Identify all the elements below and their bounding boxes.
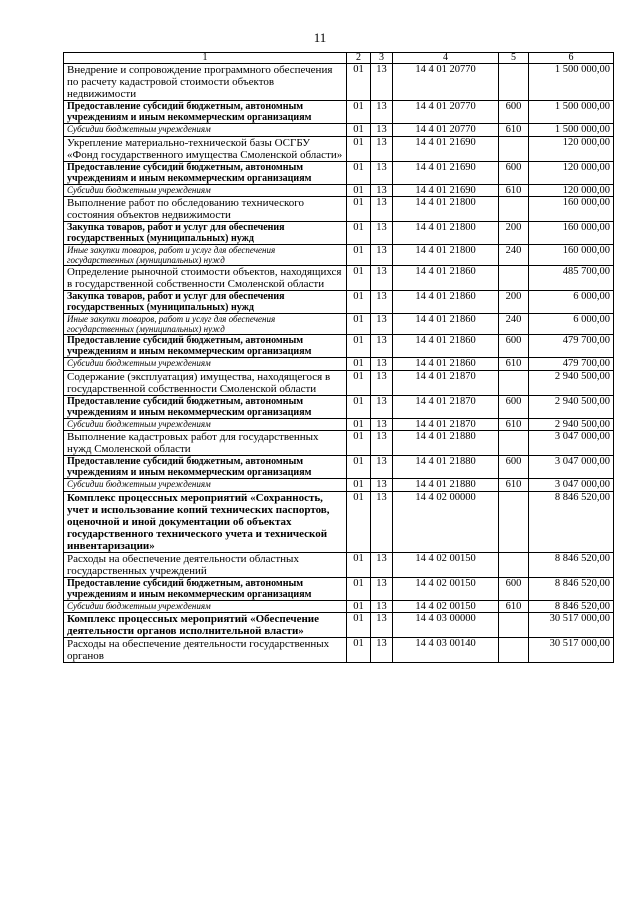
row-subsection-cell: 13 xyxy=(371,245,393,266)
row-name-cell: Субсидии бюджетным учреждениям xyxy=(64,600,347,613)
row-name-cell: Предоставление субсидий бюджетным, автономным учреждениям и иным некоммерческим организациям xyxy=(64,335,347,358)
row-expense-type-cell: 610 xyxy=(499,479,529,492)
table-row xyxy=(64,136,614,161)
row-expense-type-cell: 600 xyxy=(499,161,529,184)
header-col-4: 4 xyxy=(393,53,499,64)
row-expense-type-cell: 610 xyxy=(499,124,529,137)
row-expense-type-cell: 600 xyxy=(499,395,529,418)
row-section-cell: 01 xyxy=(347,124,371,137)
row-expense-type-cell: 200 xyxy=(499,222,529,245)
row-subsection-cell: 13 xyxy=(371,456,393,479)
row-subsection-cell: 13 xyxy=(371,335,393,358)
row-subsection-cell: 13 xyxy=(371,266,393,291)
row-target-code-cell: 14 4 02 00150 xyxy=(393,600,499,613)
row-subsection-cell: 13 xyxy=(371,197,393,222)
row-name-cell: Выполнение кадастровых работ для государственных нужд Смоленской области xyxy=(64,431,347,456)
row-name-cell: Комплекс процессных мероприятий «Обеспечение деятельности органов исполнительной власти» xyxy=(64,613,347,638)
row-section-cell: 01 xyxy=(347,335,371,358)
row-target-code-cell: 14 4 01 20770 xyxy=(393,64,499,101)
table-row xyxy=(64,479,614,492)
row-section-cell: 01 xyxy=(347,395,371,418)
row-target-code-cell: 14 4 01 21870 xyxy=(393,395,499,418)
row-target-code-cell: 14 4 02 00000 xyxy=(393,491,499,552)
row-subsection-cell: 13 xyxy=(371,184,393,197)
row-section-cell: 01 xyxy=(347,479,371,492)
row-amount-cell: 8 846 520,00 xyxy=(529,552,614,577)
row-name-cell: Предоставление субсидий бюджетным, автономным учреждениям и иным некоммерческим организациям xyxy=(64,577,347,600)
row-expense-type-cell: 610 xyxy=(499,418,529,431)
table-row xyxy=(64,197,614,222)
header-col-2: 2 xyxy=(347,53,371,64)
table-row xyxy=(64,395,614,418)
row-section-cell: 01 xyxy=(347,613,371,638)
row-subsection-cell: 13 xyxy=(371,613,393,638)
table-row xyxy=(64,370,614,395)
row-expense-type-cell: 240 xyxy=(499,314,529,335)
row-section-cell: 01 xyxy=(347,245,371,266)
row-section-cell: 01 xyxy=(347,431,371,456)
row-section-cell: 01 xyxy=(347,418,371,431)
row-name-cell: Внедрение и сопровождение программного обеспечения по расчету кадастровой стоимости объектов недвижимости xyxy=(64,64,347,101)
row-section-cell: 01 xyxy=(347,266,371,291)
row-amount-cell: 120 000,00 xyxy=(529,184,614,197)
row-expense-type-cell: 600 xyxy=(499,101,529,124)
row-name-cell: Выполнение работ по обследованию технического состояния объектов недвижимости xyxy=(64,197,347,222)
row-target-code-cell: 14 4 01 21860 xyxy=(393,266,499,291)
row-expense-type-cell xyxy=(499,266,529,291)
row-section-cell: 01 xyxy=(347,638,371,663)
row-subsection-cell: 13 xyxy=(371,222,393,245)
table-row xyxy=(64,64,614,101)
row-amount-cell: 30 517 000,00 xyxy=(529,638,614,663)
row-subsection-cell: 13 xyxy=(371,638,393,663)
row-amount-cell: 1 500 000,00 xyxy=(529,64,614,101)
row-amount-cell: 160 000,00 xyxy=(529,197,614,222)
row-target-code-cell: 14 4 01 21800 xyxy=(393,197,499,222)
header-col-5: 5 xyxy=(499,53,529,64)
row-section-cell: 01 xyxy=(347,456,371,479)
row-name-cell: Субсидии бюджетным учреждениям xyxy=(64,124,347,137)
row-section-cell: 01 xyxy=(347,577,371,600)
table-row xyxy=(64,431,614,456)
table-row xyxy=(64,314,614,335)
row-target-code-cell: 14 4 03 00140 xyxy=(393,638,499,663)
row-name-cell: Определение рыночной стоимости объектов, находящихся в государственной собственности Смоленской области xyxy=(64,266,347,291)
row-section-cell: 01 xyxy=(347,197,371,222)
table-row xyxy=(64,552,614,577)
row-expense-type-cell: 600 xyxy=(499,335,529,358)
row-amount-cell: 2 940 500,00 xyxy=(529,370,614,395)
row-section-cell: 01 xyxy=(347,101,371,124)
row-section-cell: 01 xyxy=(347,552,371,577)
budget-table xyxy=(63,52,614,663)
row-expense-type-cell xyxy=(499,613,529,638)
row-target-code-cell: 14 4 01 21690 xyxy=(393,136,499,161)
page-number: 11 xyxy=(313,30,327,45)
row-expense-type-cell xyxy=(499,136,529,161)
row-target-code-cell: 14 4 03 00000 xyxy=(393,613,499,638)
row-subsection-cell: 13 xyxy=(371,600,393,613)
row-name-cell: Предоставление субсидий бюджетным, автономным учреждениям и иным некоммерческим организациям xyxy=(64,456,347,479)
row-subsection-cell: 13 xyxy=(371,395,393,418)
table-row xyxy=(64,358,614,371)
row-section-cell: 01 xyxy=(347,358,371,371)
row-subsection-cell: 13 xyxy=(371,161,393,184)
row-target-code-cell: 14 4 02 00150 xyxy=(393,577,499,600)
row-section-cell: 01 xyxy=(347,222,371,245)
row-section-cell: 01 xyxy=(347,314,371,335)
table-row xyxy=(64,291,614,314)
row-target-code-cell: 14 4 01 21880 xyxy=(393,431,499,456)
row-name-cell: Субсидии бюджетным учреждениям xyxy=(64,479,347,492)
row-name-cell: Предоставление субсидий бюджетным, автономным учреждениям и иным некоммерческим организациям xyxy=(64,161,347,184)
row-target-code-cell: 14 4 01 21870 xyxy=(393,370,499,395)
row-amount-cell: 160 000,00 xyxy=(529,245,614,266)
table-row xyxy=(64,613,614,638)
row-subsection-cell: 13 xyxy=(371,358,393,371)
header-row xyxy=(64,53,614,64)
row-name-cell: Иные закупки товаров, работ и услуг для обеспечения государственных (муниципальных) нужд xyxy=(64,314,347,335)
row-section-cell: 01 xyxy=(347,161,371,184)
row-target-code-cell: 14 4 01 21860 xyxy=(393,335,499,358)
row-target-code-cell: 14 4 01 21800 xyxy=(393,222,499,245)
row-amount-cell: 479 700,00 xyxy=(529,358,614,371)
row-amount-cell: 120 000,00 xyxy=(529,136,614,161)
row-amount-cell: 120 000,00 xyxy=(529,161,614,184)
row-name-cell: Предоставление субсидий бюджетным, автономным учреждениям и иным некоммерческим организациям xyxy=(64,395,347,418)
row-expense-type-cell: 610 xyxy=(499,358,529,371)
table-row xyxy=(64,222,614,245)
row-amount-cell: 6 000,00 xyxy=(529,314,614,335)
header-col-1: 1 xyxy=(64,53,347,64)
table-row xyxy=(64,266,614,291)
row-target-code-cell: 14 4 01 21870 xyxy=(393,418,499,431)
row-name-cell: Предоставление субсидий бюджетным, автономным учреждениям и иным некоммерческим организациям xyxy=(64,101,347,124)
row-subsection-cell: 13 xyxy=(371,479,393,492)
header-col-6: 6 xyxy=(529,53,614,64)
row-target-code-cell: 14 4 01 21690 xyxy=(393,184,499,197)
row-target-code-cell: 14 4 01 21860 xyxy=(393,314,499,335)
row-target-code-cell: 14 4 01 21800 xyxy=(393,245,499,266)
row-expense-type-cell xyxy=(499,370,529,395)
row-name-cell: Субсидии бюджетным учреждениям xyxy=(64,358,347,371)
row-amount-cell: 3 047 000,00 xyxy=(529,431,614,456)
row-subsection-cell: 13 xyxy=(371,314,393,335)
table-row xyxy=(64,335,614,358)
row-amount-cell: 30 517 000,00 xyxy=(529,613,614,638)
row-expense-type-cell xyxy=(499,552,529,577)
row-name-cell: Закупка товаров, работ и услуг для обеспечения государственных (муниципальных) нужд xyxy=(64,222,347,245)
row-name-cell: Закупка товаров, работ и услуг для обеспечения государственных (муниципальных) нужд xyxy=(64,291,347,314)
row-expense-type-cell: 610 xyxy=(499,184,529,197)
row-name-cell: Расходы на обеспечение деятельности государственных органов xyxy=(64,638,347,663)
table-row xyxy=(64,491,614,552)
row-section-cell: 01 xyxy=(347,491,371,552)
row-subsection-cell: 13 xyxy=(371,491,393,552)
row-expense-type-cell xyxy=(499,431,529,456)
row-subsection-cell: 13 xyxy=(371,124,393,137)
row-expense-type-cell: 240 xyxy=(499,245,529,266)
table-row xyxy=(64,124,614,137)
table-row xyxy=(64,600,614,613)
row-subsection-cell: 13 xyxy=(371,370,393,395)
row-subsection-cell: 13 xyxy=(371,418,393,431)
row-amount-cell: 485 700,00 xyxy=(529,266,614,291)
row-expense-type-cell: 600 xyxy=(499,456,529,479)
row-expense-type-cell xyxy=(499,638,529,663)
row-amount-cell: 1 500 000,00 xyxy=(529,124,614,137)
table-row xyxy=(64,638,614,663)
row-section-cell: 01 xyxy=(347,184,371,197)
row-amount-cell: 160 000,00 xyxy=(529,222,614,245)
row-expense-type-cell: 600 xyxy=(499,577,529,600)
table-row xyxy=(64,456,614,479)
row-subsection-cell: 13 xyxy=(371,291,393,314)
row-subsection-cell: 13 xyxy=(371,552,393,577)
table-row xyxy=(64,161,614,184)
row-expense-type-cell: 610 xyxy=(499,600,529,613)
row-expense-type-cell xyxy=(499,64,529,101)
row-target-code-cell: 14 4 01 20770 xyxy=(393,124,499,137)
row-amount-cell: 6 000,00 xyxy=(529,291,614,314)
row-expense-type-cell xyxy=(499,491,529,552)
row-target-code-cell: 14 4 01 21860 xyxy=(393,291,499,314)
row-name-cell: Расходы на обеспечение деятельности областных государственных учреждений xyxy=(64,552,347,577)
row-section-cell: 01 xyxy=(347,600,371,613)
row-section-cell: 01 xyxy=(347,136,371,161)
table-row xyxy=(64,245,614,266)
row-target-code-cell: 14 4 01 20770 xyxy=(393,101,499,124)
row-name-cell: Укрепление материально-технической базы ОСГБУ «Фонд государственного имущества Смоленской области» xyxy=(64,136,347,161)
row-amount-cell: 2 940 500,00 xyxy=(529,395,614,418)
row-subsection-cell: 13 xyxy=(371,64,393,101)
row-subsection-cell: 13 xyxy=(371,101,393,124)
row-amount-cell: 479 700,00 xyxy=(529,335,614,358)
table-row xyxy=(64,418,614,431)
row-amount-cell: 8 846 520,00 xyxy=(529,577,614,600)
row-name-cell: Субсидии бюджетным учреждениям xyxy=(64,184,347,197)
row-amount-cell: 8 846 520,00 xyxy=(529,491,614,552)
row-expense-type-cell: 200 xyxy=(499,291,529,314)
row-name-cell: Комплекс процессных мероприятий «Сохранность, учет и использование копий технических паспортов, оценочной и иной документации об объектах государственного технического учета и технической инвентаризации» xyxy=(64,491,347,552)
row-name-cell: Содержание (эксплуатация) имущества, находящегося в государственной собственности Смоленской области xyxy=(64,370,347,395)
table-row xyxy=(64,577,614,600)
header-col-3: 3 xyxy=(371,53,393,64)
table-row xyxy=(64,184,614,197)
row-name-cell: Субсидии бюджетным учреждениям xyxy=(64,418,347,431)
row-amount-cell: 8 846 520,00 xyxy=(529,600,614,613)
row-subsection-cell: 13 xyxy=(371,577,393,600)
table-row xyxy=(64,101,614,124)
row-name-cell: Иные закупки товаров, работ и услуг для обеспечения государственных (муниципальных) нужд xyxy=(64,245,347,266)
row-target-code-cell: 14 4 01 21860 xyxy=(393,358,499,371)
row-target-code-cell: 14 4 01 21880 xyxy=(393,456,499,479)
row-expense-type-cell xyxy=(499,197,529,222)
row-target-code-cell: 14 4 01 21880 xyxy=(393,479,499,492)
row-subsection-cell: 13 xyxy=(371,136,393,161)
row-amount-cell: 3 047 000,00 xyxy=(529,456,614,479)
row-subsection-cell: 13 xyxy=(371,431,393,456)
row-target-code-cell: 14 4 01 21690 xyxy=(393,161,499,184)
row-section-cell: 01 xyxy=(347,291,371,314)
row-amount-cell: 2 940 500,00 xyxy=(529,418,614,431)
row-section-cell: 01 xyxy=(347,370,371,395)
table-body xyxy=(64,64,614,663)
row-amount-cell: 1 500 000,00 xyxy=(529,101,614,124)
row-amount-cell: 3 047 000,00 xyxy=(529,479,614,492)
row-target-code-cell: 14 4 02 00150 xyxy=(393,552,499,577)
row-section-cell: 01 xyxy=(347,64,371,101)
